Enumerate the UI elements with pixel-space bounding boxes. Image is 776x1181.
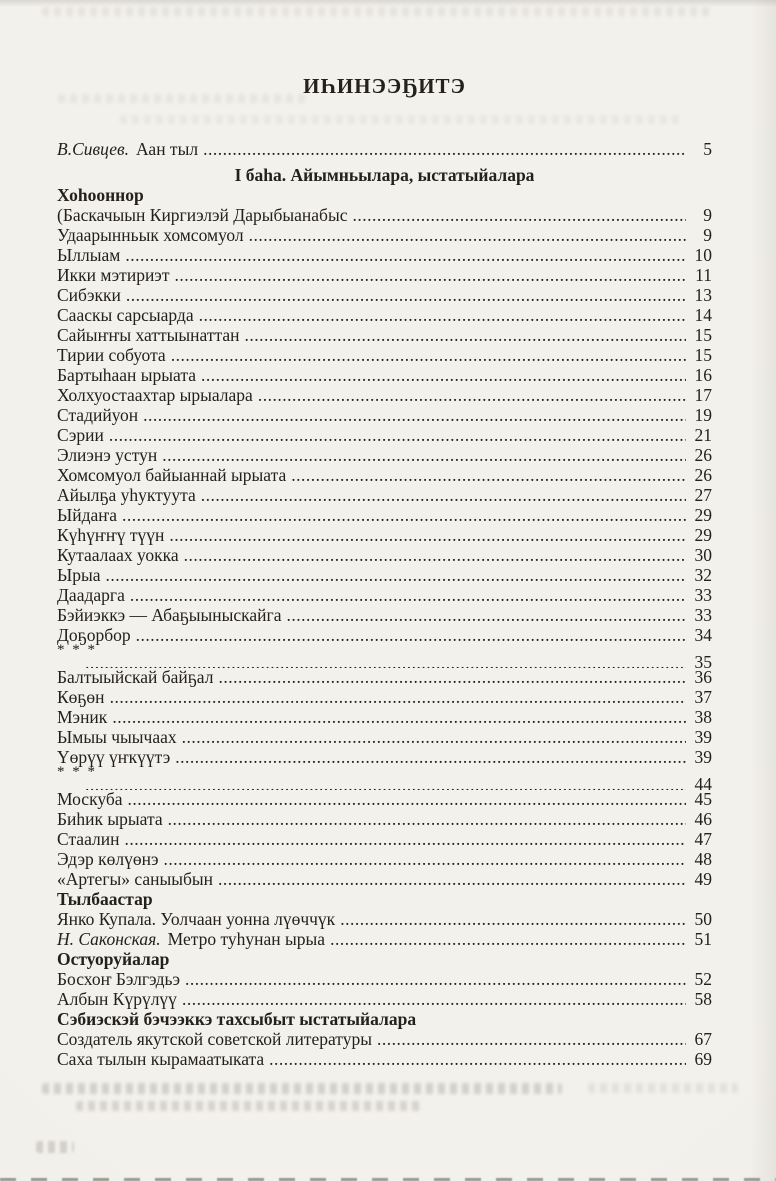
leader-dots (122, 505, 686, 525)
leader-dots (353, 205, 687, 225)
entry-title-text: Бэйиэккэ — Абаҕыыныскайга (57, 605, 282, 625)
entry-label (57, 425, 104, 445)
toc-entry (57, 667, 712, 687)
leader-dots (112, 707, 686, 727)
toc-entry (57, 325, 712, 345)
leader-dots (201, 485, 686, 505)
entry-title-text: Бартыһаан ырыата (57, 365, 196, 385)
leader-dots (218, 869, 686, 889)
toc-entry (57, 1049, 712, 1069)
toc-entry (57, 1029, 712, 1049)
entry-label (57, 465, 286, 485)
entry-page-number: 29 (694, 525, 712, 545)
entry-page-number: 9 (703, 205, 712, 225)
toc-entry (57, 305, 712, 325)
leader-dots (171, 345, 686, 365)
entry-title-text: Хомсомуол байыаннай ырыата (57, 465, 287, 485)
entry-page-number: 27 (694, 485, 712, 505)
entry-label (57, 205, 348, 225)
entry-page-number: 35 (694, 652, 712, 672)
entry-label (57, 565, 101, 585)
entry-label (57, 687, 105, 707)
leader-dots (201, 365, 686, 385)
entry-author: Н. Саконская. (57, 929, 161, 949)
leader-dots (126, 285, 686, 305)
entry-title-text: Москуба (57, 789, 123, 809)
leader-dots (340, 909, 686, 929)
entry-title-text: Көҕөн (57, 687, 105, 707)
leader-dots (269, 1049, 686, 1069)
entry-title-text: Сааскы сарсыарда (57, 305, 194, 325)
toc-entry (57, 265, 712, 285)
leader-dots (168, 809, 686, 829)
entry-label (57, 285, 121, 305)
bleed-through-artifact (76, 1101, 424, 1111)
entry-label (57, 829, 119, 849)
leader-dots (330, 929, 686, 949)
entry-page-number: 52 (694, 969, 712, 989)
entry-label (57, 505, 117, 525)
entry-label (57, 325, 239, 345)
entry-label (57, 1029, 372, 1049)
entry-title-text: Сайыҥҥы хаттыынаттан (57, 325, 240, 345)
toc-separator-stars: * * * (57, 764, 97, 780)
entry-label (57, 605, 282, 625)
entry-title-text: Доҕорбор (57, 625, 131, 645)
entry-title-text: Холхуостаахтар ырыалара (57, 385, 253, 405)
leader-dots (185, 969, 686, 989)
leader-dots (287, 605, 687, 625)
entry-page-number: 44 (694, 774, 712, 794)
entry-page-number: 17 (694, 385, 712, 405)
toc-entry (57, 225, 712, 245)
toc-entry (57, 485, 712, 505)
toc-entry (57, 869, 712, 889)
entry-label (57, 385, 253, 405)
entry-page-number: 15 (694, 345, 712, 365)
entry-title-text: Аан тыл (136, 139, 199, 159)
toc-entry (57, 205, 712, 225)
entry-label (57, 225, 244, 245)
leader-dots (249, 225, 686, 245)
entry-title-text: (Баскачыын Киргиэлэй Дарыбыанабыс (57, 205, 348, 225)
entry-title-text: Сибэкки (57, 285, 121, 305)
entry-title-text: Үөрүү үҥкүүтэ (57, 747, 171, 767)
entry-page-number: 46 (694, 809, 712, 829)
toc-entry (57, 385, 712, 405)
entry-page-number: 16 (694, 365, 712, 385)
entry-title-text: Мэник (57, 707, 108, 727)
toc-subheading: Сэбиэскэй бэчээккэ тахсыбыт ыстатыйалара (57, 1009, 417, 1029)
entry-page-number: 47 (694, 829, 712, 849)
entry-page-number: 13 (694, 285, 712, 305)
toc-subheading: Остуоруйалар (57, 949, 170, 969)
entry-title-text: Босхоҥ Бэлгэдьэ (57, 969, 181, 989)
entry-page-number: 69 (694, 1049, 712, 1069)
bleed-through-artifact (42, 1083, 562, 1094)
toc-entry (57, 345, 712, 365)
toc-separator-leader (57, 652, 712, 672)
entry-title-text: Даадарга (57, 585, 125, 605)
entry-label (57, 445, 157, 465)
entry-label (57, 405, 138, 425)
entry-title-text: Тирии собуота (57, 345, 166, 365)
entry-label (57, 305, 194, 325)
leader-dots (125, 245, 686, 265)
entry-label (57, 929, 325, 949)
entry-title-text: Создатель якутской советской литературы (57, 1029, 372, 1049)
leader-dots (136, 625, 686, 645)
toc-entry (57, 829, 712, 849)
entry-page-number: 34 (694, 625, 712, 645)
page-title: ИҺИНЭЭҔИТЭ (303, 74, 466, 98)
toc-entry (57, 687, 712, 707)
entry-title-text: Балтыыйскай байҕал (57, 667, 214, 687)
leader-dots (162, 445, 686, 465)
entry-title-text: Албын Күрүлүү (57, 989, 177, 1009)
leader-dots (175, 747, 686, 767)
page-content (57, 0, 712, 1069)
entry-title-text: Биһик ырыата (57, 809, 163, 829)
entry-label (57, 139, 198, 159)
entry-page-number: 9 (703, 225, 712, 245)
entry-page-number: 45 (694, 789, 712, 809)
toc-entry (57, 405, 712, 425)
toc-entry (57, 139, 712, 159)
toc-entry (57, 365, 712, 385)
entry-page-number: 33 (694, 605, 712, 625)
entry-page-number: 10 (694, 245, 712, 265)
toc-entry (57, 285, 712, 305)
entry-label (57, 545, 179, 565)
toc-entry (57, 465, 712, 485)
toc-subheading: Хоһооннор (57, 185, 144, 205)
entry-page-number: 26 (694, 445, 712, 465)
entry-page-number: 14 (694, 305, 712, 325)
toc-entry (57, 525, 712, 545)
entry-title-text: Ыйдаҥа (57, 505, 117, 525)
entry-page-number: 37 (694, 687, 712, 707)
toc-subheading: Тылбаастар (57, 889, 153, 909)
entry-page-number: 5 (703, 139, 712, 159)
toc-entry (57, 929, 712, 949)
entry-label (57, 1049, 264, 1069)
toc-entry (57, 909, 712, 929)
leader-dots (109, 425, 686, 445)
entry-label (57, 667, 213, 687)
toc-entry (57, 625, 712, 645)
entry-label (57, 707, 107, 727)
entry-title-text: Эдэр көлүөнэ (57, 849, 159, 869)
leader-dots (291, 465, 686, 485)
entry-title-text: Саха тылын кырамаатыката (57, 1049, 265, 1069)
leader-dots (169, 525, 686, 545)
entry-title-text: Янко Купала. Уолчаан уонна лүөччүк (57, 909, 336, 929)
entry-page-number: 36 (694, 667, 712, 687)
entry-page-number: 48 (694, 849, 712, 869)
toc-entry (57, 505, 712, 525)
entry-label (57, 727, 177, 747)
scan-right-edge-shadow (750, 0, 776, 1181)
entry-label (57, 345, 166, 365)
toc-entry (57, 565, 712, 585)
toc-entry (57, 425, 712, 445)
entry-label (57, 245, 120, 265)
entry-page-number: 26 (694, 465, 712, 485)
leader-dots (244, 325, 686, 345)
entry-title-text: Күһүҥҥү түүн (57, 525, 165, 545)
bleed-through-artifact (588, 1083, 738, 1093)
toc-separator-leader (57, 774, 712, 794)
toc-entry (57, 245, 712, 265)
toc-entry (57, 969, 712, 989)
leader-dots (128, 789, 686, 809)
leader-dots (174, 265, 686, 285)
toc-entry (57, 727, 712, 747)
entry-label (57, 365, 196, 385)
entry-page-number: 29 (694, 505, 712, 525)
leader-dots (163, 849, 686, 869)
leader-dots (218, 667, 686, 687)
entry-page-number: 50 (694, 909, 712, 929)
entry-page-number: 39 (694, 747, 712, 767)
entry-label (57, 585, 125, 605)
entry-page-number: 39 (694, 727, 712, 747)
entry-title-text: Ыллыам (57, 245, 121, 265)
entry-page-number: 21 (694, 425, 712, 445)
entry-page-number: 38 (694, 707, 712, 727)
entry-label (57, 849, 158, 869)
table-of-contents (57, 139, 712, 1069)
entry-title-text: Ырыа (57, 565, 101, 585)
entry-title-text: Элиэнэ устун (57, 445, 158, 465)
entry-title-text: Сэрии (57, 425, 104, 445)
toc-entry (57, 445, 712, 465)
entry-title-text: Ымыы чыычаах (57, 727, 177, 747)
toc-entry (57, 809, 712, 829)
entry-page-number: 11 (695, 265, 712, 285)
entry-title-text: Икки мэтириэт (57, 265, 170, 285)
leader-dots (203, 139, 686, 159)
bleed-through-page-number (36, 1141, 74, 1153)
leader-dots (143, 405, 686, 425)
entry-page-number: 19 (694, 405, 712, 425)
entry-label (57, 989, 177, 1009)
entry-author: В.Сивцев. (57, 139, 130, 159)
toc-entry (57, 605, 712, 625)
entry-title-text: Стадийуон (57, 405, 139, 425)
entry-page-number: 15 (694, 325, 712, 345)
entry-label (57, 809, 163, 829)
leader-dots (130, 585, 686, 605)
entry-label (57, 869, 213, 889)
toc-entry (57, 707, 712, 727)
toc-entry (57, 789, 712, 809)
entry-page-number: 51 (694, 929, 712, 949)
toc-separator-stars: * * * (57, 642, 97, 658)
leader-dots (184, 545, 686, 565)
leader-dots (182, 727, 686, 747)
toc-entry (57, 989, 712, 1009)
entry-page-number: 32 (694, 565, 712, 585)
entry-page-number: 49 (694, 869, 712, 889)
toc-entry (57, 747, 712, 767)
entry-label (57, 789, 123, 809)
entry-label (57, 525, 164, 545)
entry-page-number: 30 (694, 545, 712, 565)
leader-dots (182, 989, 686, 1009)
entry-title-text: Кутаалаах уокка (57, 545, 179, 565)
toc-entry (57, 585, 712, 605)
entry-label (57, 265, 169, 285)
entry-page-number: 33 (694, 585, 712, 605)
entry-title-text: Метро туһунан ырыа (167, 929, 326, 949)
entry-title-text: Удаарынньык хомсомуол (57, 225, 244, 245)
leader-dots (258, 385, 686, 405)
entry-page-number: 67 (694, 1029, 712, 1049)
entry-title-text: Айылҕа уһуктуута (57, 485, 196, 505)
entry-title-text: «Артегы» саныыбын (57, 869, 214, 889)
entry-label (57, 485, 196, 505)
leader-dots (106, 565, 686, 585)
entry-label (57, 969, 180, 989)
leader-dots (124, 829, 686, 849)
entry-title-text: Стаалин (57, 829, 120, 849)
leader-dots (110, 687, 686, 707)
entry-page-number: 58 (694, 989, 712, 1009)
toc-entry (57, 849, 712, 869)
leader-dots (377, 1029, 686, 1049)
toc-section-heading: I баһа. Айымньылара, ыстатыйалара (234, 165, 535, 185)
toc-entry (57, 545, 712, 565)
leader-dots (199, 305, 686, 325)
entry-label (57, 909, 335, 929)
